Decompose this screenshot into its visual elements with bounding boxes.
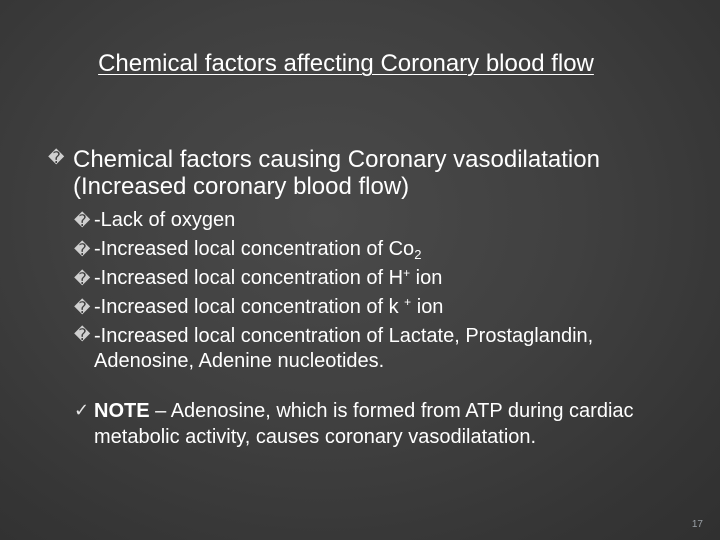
sub-bullet-item (74, 235, 674, 264)
sub-bullet-text: -Lack of oxygen (94, 209, 236, 231)
bullet-icon: � (74, 211, 91, 230)
subscript: 2 (414, 247, 422, 262)
bullet-icon: � (74, 298, 91, 317)
note-text: – Adenosine, which is formed from ATP during cardiac metabolic activity, causes coronary vasodilatation. (94, 400, 634, 448)
slide-title: Chemical factors affecting Coronary blood flow (98, 50, 594, 77)
sub-bullet-text: -Increased local concentration of H (94, 267, 404, 289)
superscript: + (403, 266, 411, 280)
superscript: + (404, 295, 412, 309)
bullet-icon: � (48, 148, 65, 167)
checkmark-icon: ✓ (74, 400, 90, 421)
sub-bullet-suffix: ion (410, 267, 443, 289)
sub-bullet-suffix: ion (411, 296, 444, 318)
sub-bullet-text: -Increased local concentration of Lactate, Prostaglandin, Adenosine, Adenine nucleotides. (94, 325, 594, 372)
bullet-icon: � (74, 240, 91, 259)
main-bullet-text: Chemical factors causing Coronary vasodilatation (Increased coronary blood flow) (73, 146, 600, 200)
page-number: 17 (691, 519, 703, 530)
sub-bullet-item (74, 264, 674, 293)
note-label: NOTE (94, 400, 150, 422)
sub-bullet-list (74, 206, 674, 374)
bullet-icon: � (74, 269, 91, 288)
sub-bullet-item (74, 322, 674, 374)
main-bullet (48, 146, 668, 200)
sub-bullet-item (74, 293, 674, 322)
sub-bullet-text: -Increased local concentration of Co (94, 238, 415, 260)
sub-bullet-text: -Increased local concentration of k (94, 296, 405, 318)
bullet-icon: � (74, 325, 91, 344)
note-block (74, 398, 664, 450)
sub-bullet-item (74, 206, 674, 235)
